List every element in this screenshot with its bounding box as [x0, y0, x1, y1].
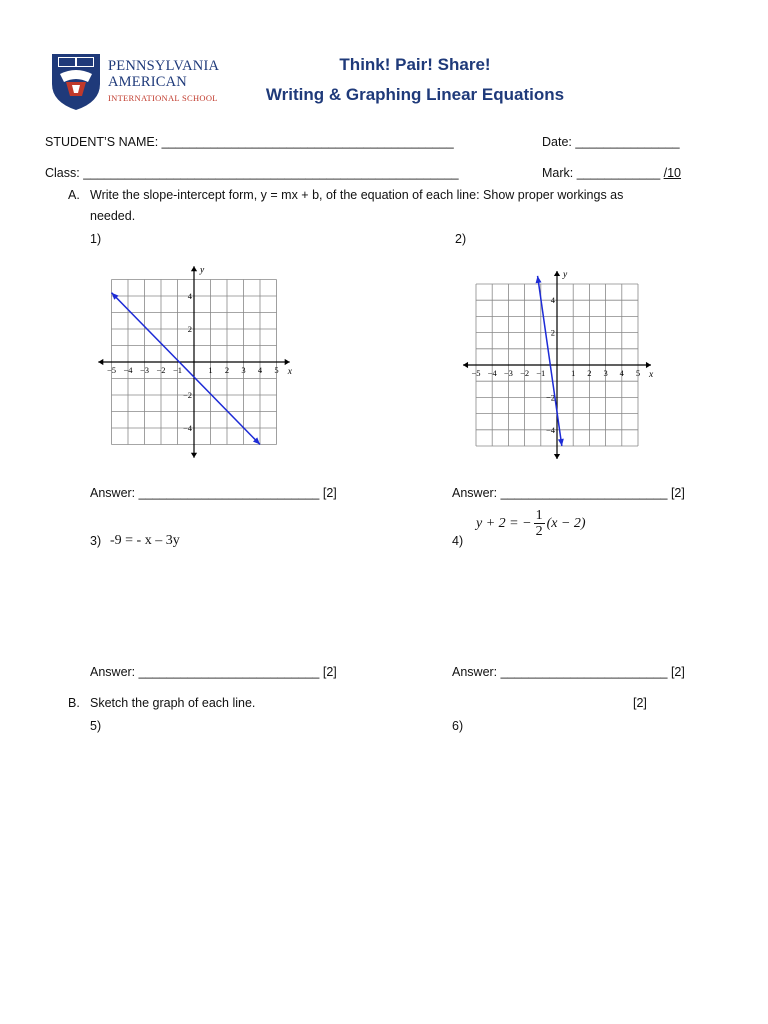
graph1-x-arrow-right: [285, 359, 290, 365]
graph2-x-tick-label: −1: [536, 368, 546, 378]
graph2-data-line: [538, 276, 562, 446]
graph1-x-tick-label: 1: [208, 365, 213, 375]
question-1-label: 1): [90, 232, 102, 246]
graph1-x-tick-label: −1: [172, 365, 183, 375]
graph1-y-arrow-up: [191, 266, 197, 271]
graph1-x-tick-label: 4: [257, 365, 263, 375]
graph1-y-tick-label: −4: [182, 423, 192, 433]
graph1-x-arrow-left: [98, 359, 103, 365]
graph2-y-tick-label: −4: [545, 424, 555, 435]
section-a-instruction-line1: Write the slope-intercept form, y = mx + b, of the equation of each line: Show proper workings as: [90, 188, 624, 202]
eagle-shield-crest-icon: [50, 52, 102, 112]
graph1-y-tick-label: 2: [187, 324, 192, 334]
graph2-x-tick-label: −3: [503, 368, 513, 378]
graph-1: [92, 256, 302, 469]
question-4-label: 4): [452, 534, 464, 548]
question-5-label: 5): [90, 719, 102, 733]
graph2-x-tick-label: 1: [571, 368, 576, 378]
answer-3-line: Answer: __________________________ [2]: [90, 665, 337, 679]
section-a-letter: A.: [68, 188, 80, 202]
school-logo: [50, 52, 102, 112]
section-b-marks: [2]: [633, 696, 647, 710]
page-title: Think! Pair! Share!: [339, 55, 491, 74]
school-name-line1: PENNSYLVANIA: [108, 58, 220, 74]
graph2-x-tick-label: −4: [487, 368, 497, 378]
date-field: Date: _______________: [542, 135, 680, 149]
graph2-x-arrow-right: [646, 362, 651, 368]
graph-1-svg: [92, 256, 302, 466]
graph1-y-arrow-down: [191, 453, 197, 458]
graph2-x-arrow-left: [463, 362, 468, 368]
graph2-x-tick-label: −2: [520, 368, 530, 378]
graph1-y-tick-label: −2: [182, 390, 192, 400]
class-field: Class: ______________________________________________________: [45, 166, 459, 180]
section-b-letter: B.: [68, 696, 80, 710]
graph2-x-tick-label: 5: [635, 368, 641, 378]
section-b-instruction: Sketch the graph of each line.: [90, 696, 256, 710]
graph2-y-tick-label: −2: [545, 392, 555, 403]
graph2-data-line-arrow-end: [558, 439, 564, 446]
graph1-x-tick-label: 2: [224, 365, 230, 375]
question-3-label: 3): [90, 534, 102, 548]
graph2-y-axis-label: y: [563, 270, 568, 281]
graph2-x-tick-label: 3: [603, 368, 608, 378]
graph2-y-arrow-down: [554, 454, 560, 459]
graph-2: [458, 264, 658, 463]
graph1-x-tick-label: −5: [106, 365, 117, 375]
q4-lhs: y + 2 = −: [476, 515, 532, 531]
school-name: [108, 58, 219, 106]
question-6-label: 6): [452, 719, 464, 733]
graph1-data-line: [112, 293, 261, 445]
graph1-y-tick-label: 4: [187, 291, 192, 301]
graph1-y-axis-label: y: [200, 265, 205, 276]
q4-fraction: [534, 508, 545, 539]
graph2-x-axis-label: x: [648, 370, 654, 380]
page-subtitle: Writing & Graphing Linear Equations: [265, 85, 565, 104]
graph1-x-tick-label: 5: [274, 365, 279, 375]
q4-rhs: (x − 2): [546, 515, 586, 531]
graph1-x-tick-label: −2: [156, 365, 166, 375]
school-name-line2: AMERICAN: [108, 74, 187, 90]
school-name-line3: INTERNATIONAL SCHOOL: [108, 93, 218, 103]
graph2-data-line-arrow-start: [536, 276, 542, 283]
question-2-label: 2): [455, 232, 467, 246]
graph2-y-tick-label: 2: [550, 327, 555, 338]
graph2-x-tick-label: 4: [619, 368, 624, 378]
question-3-equation: -9 = - x – 3y: [110, 533, 180, 548]
graph2-y-arrow-up: [554, 271, 560, 276]
graph-2-svg: [458, 264, 658, 460]
student-name-field: STUDENT’S NAME: __________________________________________: [45, 135, 454, 149]
graph1-x-tick-label: −4: [123, 365, 133, 375]
q4-denominator: 2: [535, 524, 543, 539]
q4-numerator: 1: [535, 508, 543, 523]
answer-4-line: Answer: ________________________ [2]: [452, 665, 685, 679]
graph2-x-tick-label: −5: [471, 368, 481, 378]
question-4-equation: [476, 508, 586, 539]
graph1-x-tick-label: 3: [241, 365, 246, 375]
mark-blank: Mark: ____________: [542, 166, 664, 180]
mark-field: [542, 166, 681, 180]
graph2-x-tick-label: 2: [587, 368, 592, 378]
graph2-y-tick-label: 4: [550, 295, 555, 306]
graph1-x-tick-label: −3: [139, 365, 150, 375]
answer-2-line: Answer: ________________________ [2]: [452, 486, 685, 500]
mark-total: /10: [663, 166, 682, 180]
section-a-instruction-line2: needed.: [90, 209, 136, 223]
graph1-x-axis-label: x: [287, 367, 292, 377]
answer-1-line: Answer: __________________________ [2]: [90, 486, 337, 500]
